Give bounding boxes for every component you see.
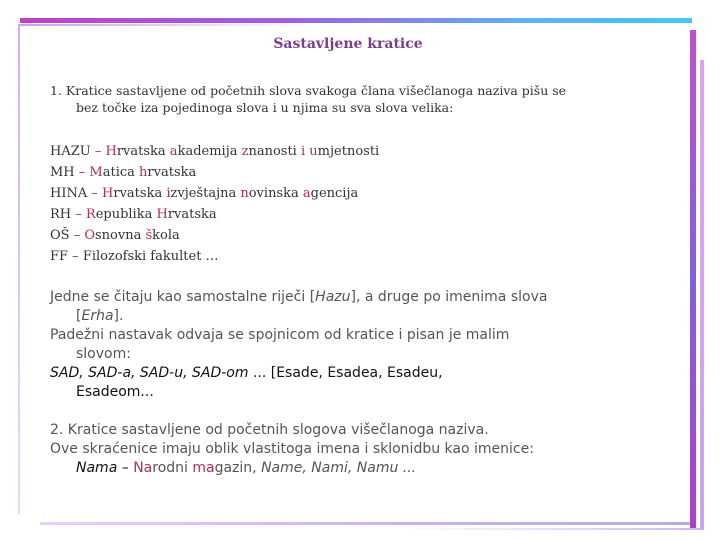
word-remainder: rvatska [113, 186, 167, 201]
initial-letter: H [105, 144, 117, 159]
initial-letter: H [156, 207, 168, 222]
word-remainder: kademija [177, 144, 242, 159]
dash-separator: – [69, 228, 85, 243]
word-remainder: mjetnosti [317, 144, 380, 159]
initial-letter: z [241, 144, 249, 159]
word-remainder: kola [152, 228, 180, 243]
dash-separator: – [68, 249, 83, 264]
slide-title: Sastavljene kratice [273, 36, 423, 52]
line-read-as-letters: [Erha]. [76, 308, 124, 324]
initial-letter: R [85, 207, 96, 222]
initial-letter: u [309, 144, 318, 159]
rule-1-line-2: bez točke iza pojedinoga slova i u njima su sva slova velika: [76, 100, 454, 115]
dash-separator: – [74, 165, 90, 180]
rule-2-line: 2. Kratice sastavljene od početnih slogova višečlanoga naziva. [50, 422, 489, 438]
dash-separator: – [90, 144, 106, 159]
left-accent-bar [18, 24, 20, 514]
word-remainder: atica [102, 165, 140, 180]
abbreviation-example [50, 246, 650, 267]
top-accent-bar-thin [18, 24, 318, 26]
abbreviation: RH [50, 207, 72, 222]
line-case-ending-cont: slovom: [76, 346, 131, 362]
bottom-accent-bar [40, 522, 690, 525]
rule-1-paragraph [50, 82, 650, 116]
line-sad-example-cont: Esadeom... [76, 384, 154, 400]
initial-letter: n [240, 186, 249, 201]
nama-example-line: Nama – Narodni magazin, Name, Nami, Namu ... [76, 460, 417, 476]
bottom-accent-bar-thin [400, 528, 700, 530]
word-remainder: rvatska [147, 165, 197, 180]
rule-1-line-1: 1. Kratice sastavljene od početnih slova svakoga člana višečlanoga naziva pišu se [50, 83, 567, 98]
word-remainder: gencija [310, 186, 359, 201]
word-remainder: rvatska [116, 144, 170, 159]
initial-letter: a [302, 186, 311, 201]
abbreviation: MH [50, 165, 75, 180]
abbreviation: FF [50, 249, 69, 264]
initial-letter: i [300, 144, 306, 159]
initial-letter: H [102, 186, 114, 201]
word-remainder: nanosti [248, 144, 301, 159]
line-sad-example: SAD, SAD-a, SAD-u, SAD-om ... [Esade, Esadea, Esadeu, [50, 365, 443, 381]
initial-letter: a [169, 144, 178, 159]
blank-line [50, 402, 670, 421]
abbreviation-example [50, 162, 650, 183]
abbreviation-example [50, 141, 650, 162]
dash-separator: – [71, 207, 86, 222]
rule-2-explanation: Ove skraćenice imaju oblik vlastitoga imena i sklonidbu kao imenice: [50, 441, 534, 457]
explanation-paragraph [50, 288, 670, 478]
abbreviation-example [50, 204, 650, 225]
right-accent-bar [690, 30, 696, 530]
abbreviation-example [50, 183, 650, 204]
word-remainder: epublika [95, 207, 157, 222]
word-remainder: snovna [95, 228, 146, 243]
dash-separator: – [87, 186, 103, 201]
word-remainder: Filozofski fakultet … [82, 249, 219, 264]
abbreviation-example-list [50, 141, 650, 267]
initial-letter: O [84, 228, 96, 243]
line-read-as-words: Jedne se čitaju kao samostalne riječi [Hazu], a druge po imenima slova [50, 289, 548, 305]
abbreviation-example [50, 225, 650, 246]
line-case-ending: Padežni nastavak odvaja se spojnicom od kratice i pisan je malim [50, 327, 510, 343]
initial-letter: i [166, 186, 171, 201]
initial-letter: h [139, 165, 148, 180]
word-remainder: ovinska [248, 186, 303, 201]
right-accent-bar-thin [700, 60, 704, 530]
word-remainder: zvještajna [170, 186, 241, 201]
abbreviation: HINA [50, 186, 88, 201]
initial-letter: š [145, 228, 153, 243]
word-remainder: rvatska [167, 207, 217, 222]
initial-letter: M [89, 165, 103, 180]
abbreviation: OŠ [50, 228, 70, 243]
top-accent-bar [20, 18, 692, 23]
abbreviation: HAZU [50, 144, 91, 159]
